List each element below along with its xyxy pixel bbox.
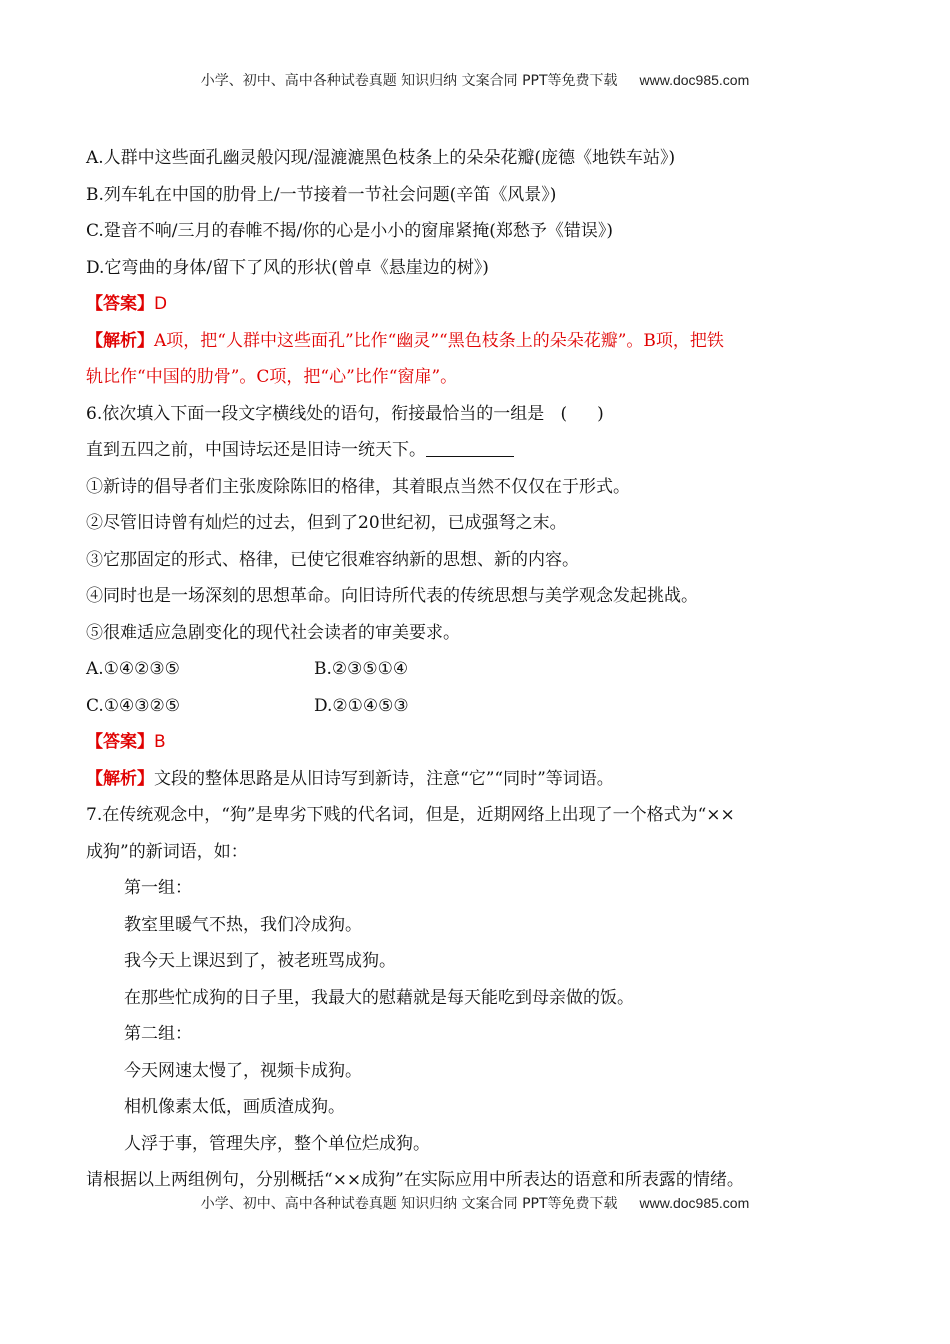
- answer-value: D: [154, 294, 168, 314]
- q6-choice-b: B.②③⑤①④: [314, 659, 409, 679]
- q6-statement-4: ④同时也是一场深刻的思想革命。向旧诗所代表的传统思想与美学观念发起挑战。: [86, 586, 698, 606]
- q6-paren-close: ): [597, 403, 604, 424]
- header-url[interactable]: www.doc985.com: [639, 72, 750, 88]
- q5-analysis-cont: 轨比作“中国的肋骨”。C项，把“心”比作“窗扉”。: [86, 367, 458, 387]
- q6-choice-c: C.①④③②⑤: [86, 695, 181, 716]
- answer-label: 【答案】: [86, 732, 154, 752]
- q7-group1-example-2: 我今天上课迟到了，被老班骂成狗。: [124, 951, 396, 971]
- q7-stem-line-2: 成狗”的新词语，如：: [86, 841, 248, 862]
- answer-value: B: [154, 732, 166, 752]
- q5-option-d: D.它弯曲的身体/留下了风的形状(曾卓《悬崖边的树》): [86, 257, 489, 278]
- answer-label: 【答案】: [86, 294, 154, 314]
- q6-passage-text: 直到五四之前，中国诗坛还是旧诗一统天下。: [86, 440, 426, 460]
- q5-answer: [86, 286, 876, 323]
- q7-group2-example-1: 今天网速太慢了，视频卡成狗。: [124, 1060, 362, 1081]
- analysis-label: 【解析】: [86, 768, 154, 789]
- q7-group2-example-3: 人浮于事，管理失序，整个单位烂成狗。: [124, 1133, 430, 1154]
- q6-analysis: [86, 761, 876, 798]
- footer-url[interactable]: www.doc985.com: [639, 1195, 750, 1211]
- q5-analysis: [86, 323, 876, 360]
- q6-paren-open: (: [560, 403, 568, 424]
- q6-statement-2: ②尽管旧诗曾有灿烂的过去，但到了20世纪初，已成强弩之末。: [86, 513, 567, 533]
- q7-stem-line-1: 7.在传统观念中，“狗”是卑劣下贱的代名词，但是，近期网络上出现了一个格式为“××: [86, 805, 735, 825]
- q6-stem: [86, 396, 876, 433]
- footer-text: 小学、初中、高中各种试卷真题 知识归纳 文案合同 PPT等免费下载: [200, 1196, 618, 1212]
- document-body: [86, 140, 876, 1199]
- fill-blank: [426, 434, 514, 457]
- q5-option-a: A.人群中这些面孔幽灵般闪现/湿漉漉黑色枝条上的朵朵花瓣(庞德《地铁车站》): [86, 148, 676, 168]
- q7-group1-example-3: 在那些忙成狗的日子里，我最大的慰藉就是每天能吃到母亲做的饭。: [124, 987, 634, 1008]
- analysis-text: 文段的整体思路是从旧诗写到新诗，注意“它”“同时”等词语。: [154, 768, 614, 789]
- q6-stem-text: 6.依次填入下面一段文字横线处的语句，衔接最恰当的一组是: [86, 403, 545, 424]
- q6-choices-row-2: [86, 688, 876, 725]
- q5-option-b: B.列车轧在中国的肋骨上/一节接着一节社会问题(辛笛《风景》): [86, 184, 557, 205]
- analysis-text-1: A项，把“人群中这些面孔”比作“幽灵”“黑色枝条上的朵朵花瓣”。B项，把铁: [154, 330, 724, 351]
- analysis-label: 【解析】: [86, 330, 154, 351]
- q7-question: 请根据以上两组例句，分别概括“××成狗”在实际应用中所表达的语意和所表露的情绪。: [86, 1170, 744, 1190]
- q6-statement-5: ⑤很难适应急剧变化的现代社会读者的审美要求。: [86, 622, 460, 643]
- q6-answer: [86, 724, 876, 761]
- q7-group2-title: 第二组：: [124, 1024, 192, 1044]
- q6-statement-3: ③它那固定的形式、格律，已使它很难容纳新的思想、新的内容。: [86, 549, 579, 570]
- page-footer: [0, 1193, 950, 1213]
- q5-option-c: C.跫音不响/三月的春帷不揭/你的心是小小的窗扉紧掩(郑愁予《错误》): [86, 221, 614, 241]
- q6-statement-1: ①新诗的倡导者们主张废除陈旧的格律，其着眼点当然不仅仅在于形式。: [86, 476, 630, 497]
- page-header: [0, 70, 950, 90]
- q6-choice-a: A.①④②③⑤: [86, 659, 180, 679]
- q6-choice-d: D.②①④⑤③: [314, 695, 409, 716]
- header-text: 小学、初中、高中各种试卷真题 知识归纳 文案合同 PPT等免费下载: [200, 73, 618, 89]
- q6-passage: [86, 432, 876, 469]
- q7-group1-title: 第一组：: [124, 878, 192, 898]
- q7-group1-example-1: 教室里暖气不热，我们冷成狗。: [124, 914, 362, 935]
- q6-choices-row-1: [86, 651, 876, 688]
- q7-group2-example-2: 相机像素太低，画质渣成狗。: [124, 1097, 345, 1117]
